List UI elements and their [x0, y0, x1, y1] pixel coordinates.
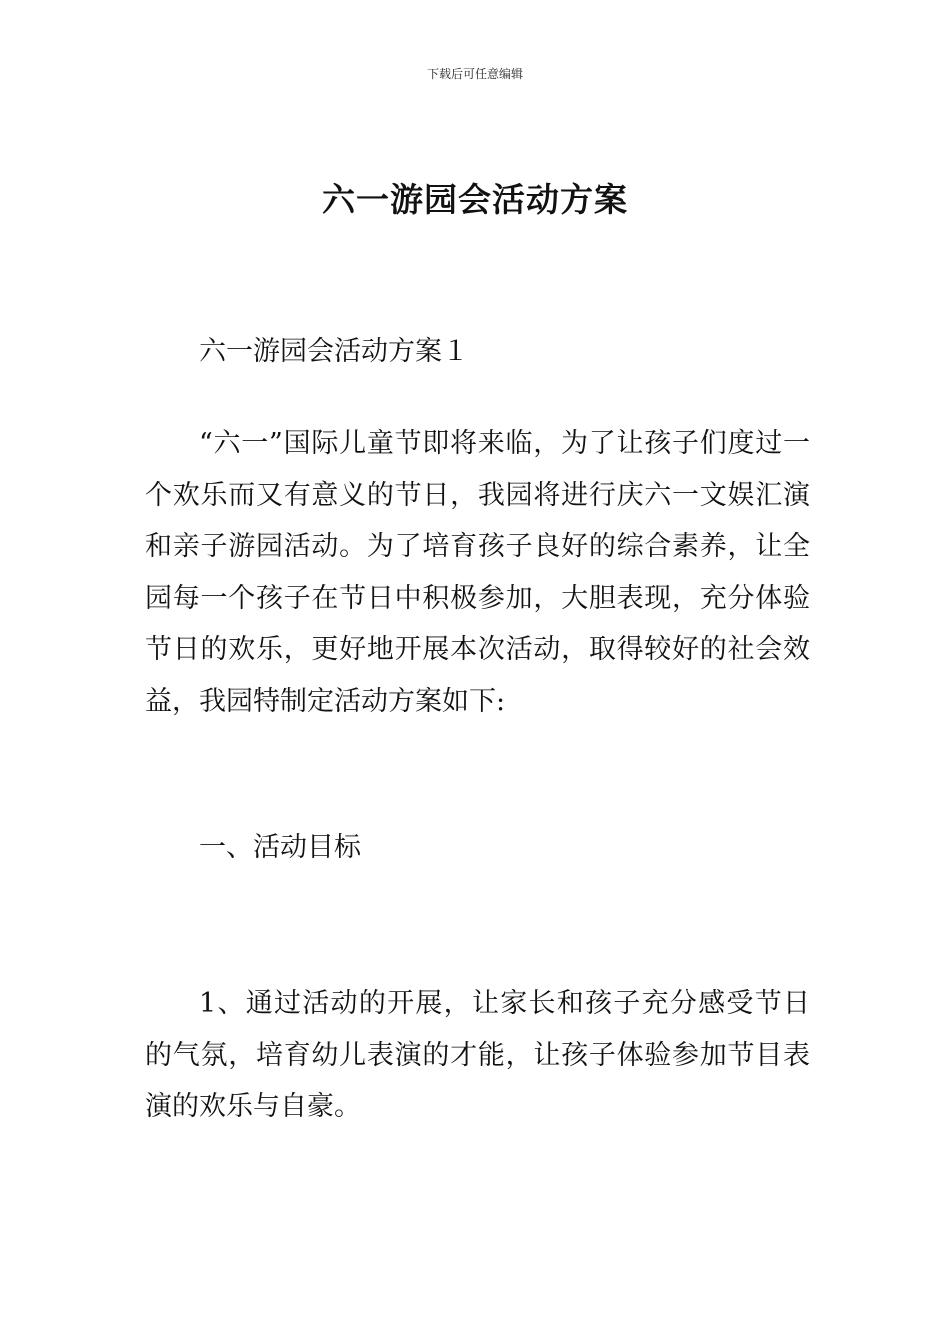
goal-item-1: 1、通过活动的开展，让家长和孩子充分感受节日的气氛，培育幼儿表演的才能，让孩子体验参加节目表演的欢乐与自豪。: [145, 988, 810, 1122]
header-note: 下载后可任意编辑: [426, 67, 523, 81]
section-heading: 六一游园会活动方案１: [199, 336, 469, 367]
goals-heading: 一、活动目标: [199, 832, 361, 863]
intro-paragraph: “六一”国际儿童节即将来临，为了让孩子们度过一个欢乐而又有意义的节日，我园将进行庆六一文娱汇演和亲子游园活动。为了培育孩子良好的综合素养，让全园每一个孩子在节日中积极参加，大胆表现，充分体验节日的欢乐，更好地开展本次活动，取得较好的社会效益，我园特制定活动方案如下:: [145, 428, 810, 717]
document-title: 六一游园会活动方案: [322, 180, 628, 219]
